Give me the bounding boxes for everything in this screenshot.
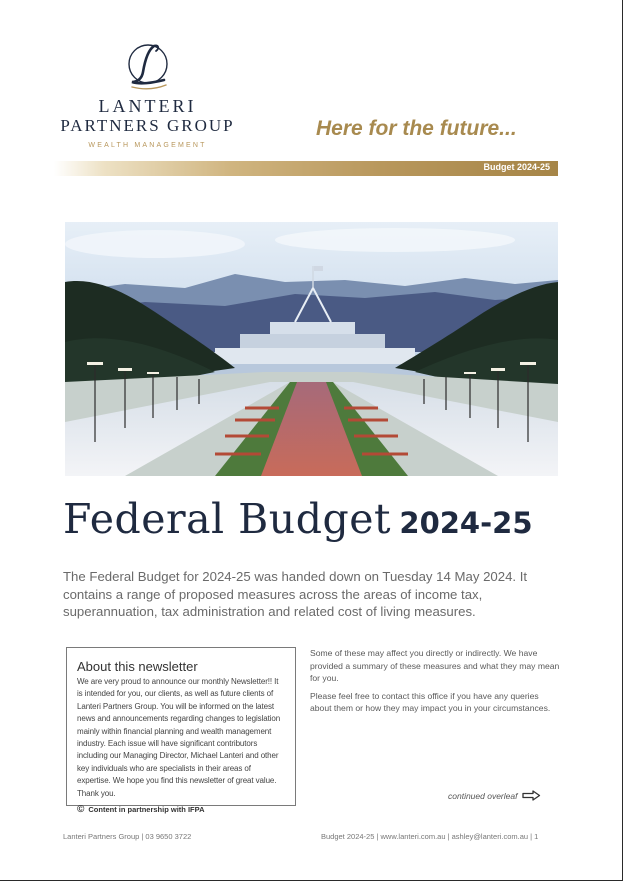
band-label: Budget 2024-25: [483, 162, 550, 172]
continued-overleaf: [448, 790, 541, 801]
logo-name-line2: PARTNERS GROUP: [60, 116, 235, 135]
logo-name-line1: LANTERI: [98, 96, 197, 116]
footer-left: Lanteri Partners Group | 03 9650 3722: [63, 832, 192, 841]
page-title: [63, 495, 533, 543]
lead-paragraph: The Federal Budget for 2024-25 was handed down on Tuesday 14 May 2024. It contains a range of proposed measures across the areas of income tax, superannuation, tax administration and related cost of living measures.: [63, 569, 528, 619]
about-body: We are very proud to announce our monthly Newsletter!! It is intended for you, our clients, as well as future clients of Lanteri Partners Group. You will be informed on the latest news and announcements regarding changes to legislation mainly within financial planning and wealth management industry. Each issue will have significant contributors including our Managing Director, Michael Lanteri and other key individuals who are specialists in their areas of expertise. We hope you find this newsletter of great value. Thank you.: [77, 677, 281, 798]
about-newsletter-box: [66, 647, 296, 816]
about-title: About this newsletter: [77, 659, 198, 674]
page-title-year: 2024-25: [399, 506, 533, 540]
script-L-monogram-icon: [118, 40, 178, 92]
about-credit-text: Content in partnership with IFPA: [88, 805, 205, 815]
about-credit: [77, 804, 285, 815]
tagline: Here for the future...: [316, 117, 517, 140]
header-gold-band: [54, 161, 558, 176]
continued-label: continued overleaf: [448, 790, 518, 801]
right-column-para2: Please feel free to contact this office if you have any queries about them or how they may impact you in your circumstances.: [310, 690, 551, 714]
footer-right: Budget 2024-25 | www.lanteri.com.au | ashley@lanteri.com.au | 1: [321, 832, 539, 841]
right-column-para1: Some of these may affect you directly or indirectly. We have provided a summary of these measures and what they may mean for you.: [310, 648, 560, 684]
copyright-icon: ©: [77, 804, 85, 816]
hero-photo: [65, 222, 558, 476]
arrow-right-outline-icon: [522, 790, 541, 801]
company-logo: [60, 40, 235, 149]
logo-subtitle: WEALTH MANAGEMENT: [88, 142, 207, 149]
right-column: [310, 647, 560, 715]
parliament-house-avenue-photo: [65, 222, 558, 476]
page-title-main: Federal Budget: [63, 495, 391, 543]
